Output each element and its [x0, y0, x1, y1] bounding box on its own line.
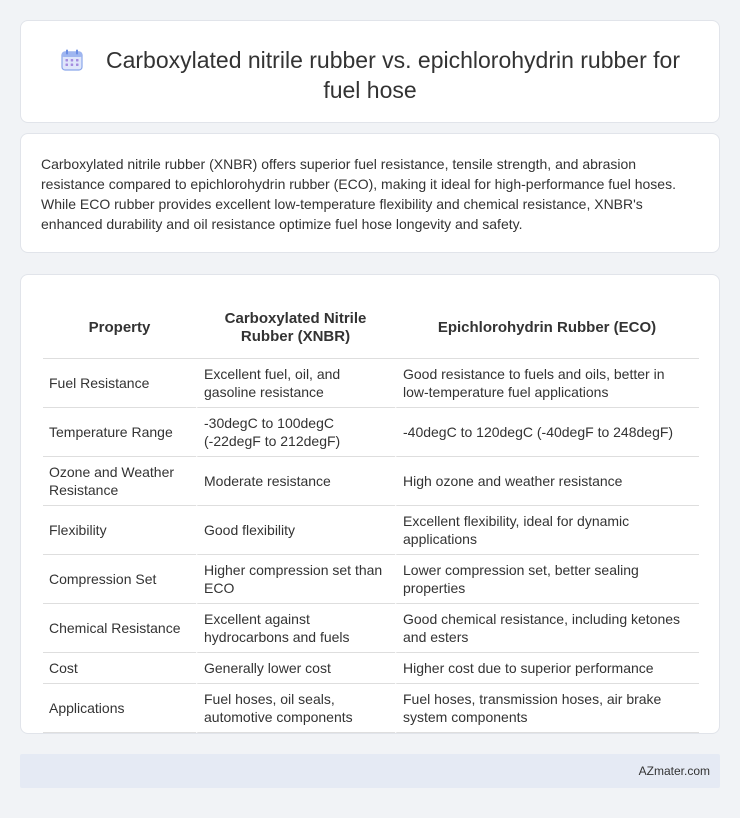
title-card	[20, 20, 720, 123]
comparison-table	[43, 297, 699, 733]
table-cell-eco: Excellent flexibility, ideal for dynamic applications	[395, 506, 699, 555]
table-cell-xnbr: Fuel hoses, oil seals, automotive components	[196, 684, 395, 733]
page-title: Carboxylated nitrile rubber vs. epichlorohydrin rubber for fuel hose	[105, 47, 680, 103]
table-cell-eco: Lower compression set, better sealing properties	[395, 555, 699, 604]
table-cell-xnbr: Good flexibility	[196, 506, 395, 555]
table-row	[43, 506, 699, 555]
table-row	[43, 653, 699, 684]
table-header-row	[43, 297, 699, 359]
table-cell-xnbr: -30degC to 100degC (-22degF to 212degF)	[196, 408, 395, 457]
table-cell-property: Compression Set	[43, 555, 196, 604]
header-property: Property	[43, 297, 196, 359]
table-cell-property: Cost	[43, 653, 196, 684]
table-row	[43, 604, 699, 653]
title-wrap	[21, 45, 719, 105]
table-row	[43, 408, 699, 457]
summary-text: Carboxylated nitrile rubber (XNBR) offers superior fuel resistance, tensile strength, and abrasion resistance compared to epichlorohydrin rubber (ECO), making it ideal for high-performance fuel hoses. While ECO rubber provides excellent low-temperature flexibility and chemical resistance, XNBR's enhanced durability and oil resistance optimize fuel hose longevity and safety.	[41, 156, 676, 232]
calendar-icon	[60, 48, 84, 72]
table-cell-xnbr: Moderate resistance	[196, 457, 395, 506]
table-row	[43, 684, 699, 733]
table-cell-xnbr: Generally lower cost	[196, 653, 395, 684]
table-cell-eco: High ozone and weather resistance	[395, 457, 699, 506]
table-cell-eco: Good resistance to fuels and oils, better in low-temperature fuel applications	[395, 359, 699, 408]
footer-brand[interactable]: AZmater.com	[638, 764, 710, 778]
table-row	[43, 457, 699, 506]
header-xnbr: Carboxylated Nitrile Rubber (XNBR)	[196, 297, 395, 359]
table-cell-eco: Fuel hoses, transmission hoses, air brake system components	[395, 684, 699, 733]
footer-bar	[20, 754, 720, 788]
header-eco: Epichlorohydrin Rubber (ECO)	[395, 297, 699, 359]
table-cell-xnbr: Higher compression set than ECO	[196, 555, 395, 604]
table-cell-property: Ozone and Weather Resistance	[43, 457, 196, 506]
summary-card	[20, 133, 720, 253]
table-cell-property: Chemical Resistance	[43, 604, 196, 653]
table-cell-eco: Higher cost due to superior performance	[395, 653, 699, 684]
table-cell-xnbr: Excellent fuel, oil, and gasoline resistance	[196, 359, 395, 408]
table-cell-property: Flexibility	[43, 506, 196, 555]
table-cell-eco: -40degC to 120degC (-40degF to 248degF)	[395, 408, 699, 457]
table-row	[43, 555, 699, 604]
table-cell-property: Fuel Resistance	[43, 359, 196, 408]
table-cell-property: Applications	[43, 684, 196, 733]
comparison-table-card	[20, 274, 720, 734]
table-row	[43, 359, 699, 408]
table-cell-eco: Good chemical resistance, including ketones and esters	[395, 604, 699, 653]
table-cell-property: Temperature Range	[43, 408, 196, 457]
table-cell-xnbr: Excellent against hydrocarbons and fuels	[196, 604, 395, 653]
